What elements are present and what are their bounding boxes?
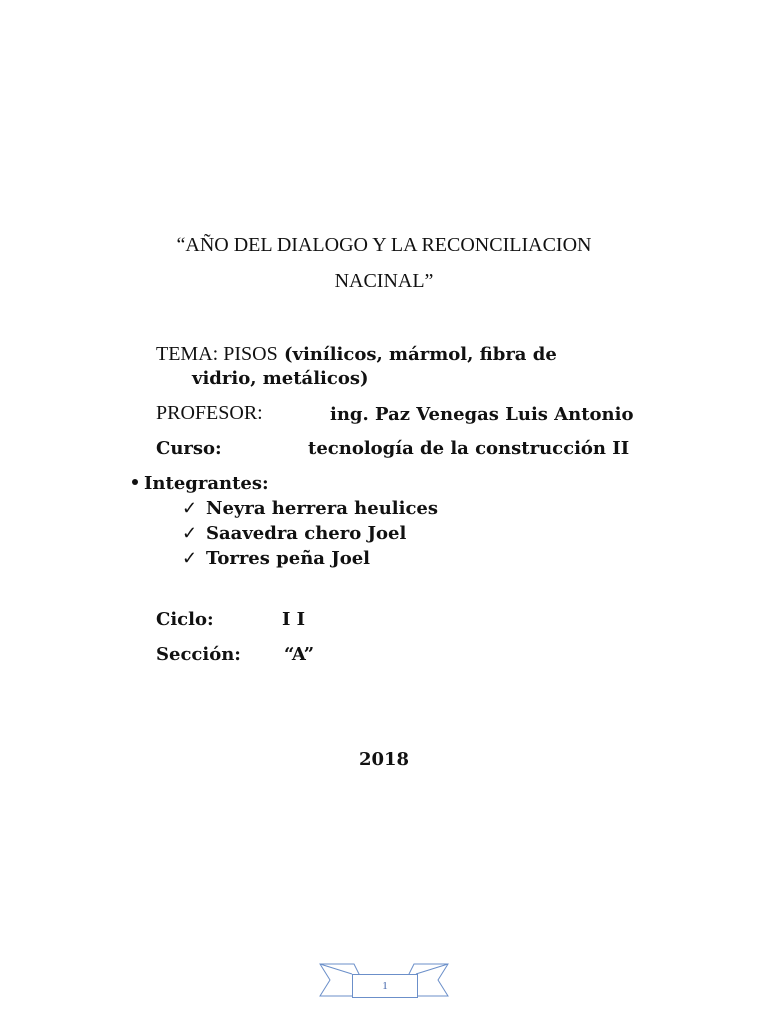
integrantes-label: Integrantes: — [144, 473, 269, 494]
ciclo-label: Ciclo: — [156, 609, 214, 630]
integrantes-row — [132, 473, 269, 494]
profesor-value: ing. Paz Venegas Luis Antonio — [330, 404, 634, 425]
profesor-label: PROFESOR: — [156, 402, 263, 424]
bullet-icon — [132, 479, 138, 485]
seccion-label: Sección: — [156, 644, 241, 665]
tema-text-line2: vidrio, metálicos) — [192, 368, 369, 389]
tema-label: TEMA: PISOS — [156, 343, 278, 365]
tema-text-line1: (vinílicos, mármol, fibra de — [283, 344, 557, 365]
ciclo-value: I I — [282, 609, 306, 630]
tema-row — [156, 343, 557, 366]
member-name: Saavedra chero Joel — [206, 523, 407, 544]
title-line-2: NACINAL” — [334, 270, 434, 292]
member-item — [182, 548, 370, 569]
curso-value: tecnología de la construcción II — [308, 438, 630, 459]
member-item — [182, 523, 406, 544]
check-icon: ✓ — [182, 498, 198, 519]
page-number: 1 — [352, 974, 418, 998]
profesor-row — [156, 402, 263, 425]
seccion-value: “A” — [284, 644, 315, 665]
check-icon: ✓ — [182, 523, 198, 544]
title-line-1: “AÑO DEL DIALOGO Y LA RECONCILIACION — [176, 234, 592, 256]
member-name: Torres peña Joel — [206, 548, 371, 569]
curso-label: Curso: — [156, 438, 222, 459]
member-item — [182, 498, 438, 519]
check-icon: ✓ — [182, 548, 198, 569]
year: 2018 — [358, 749, 410, 770]
member-name: Neyra herrera heulices — [206, 498, 438, 519]
